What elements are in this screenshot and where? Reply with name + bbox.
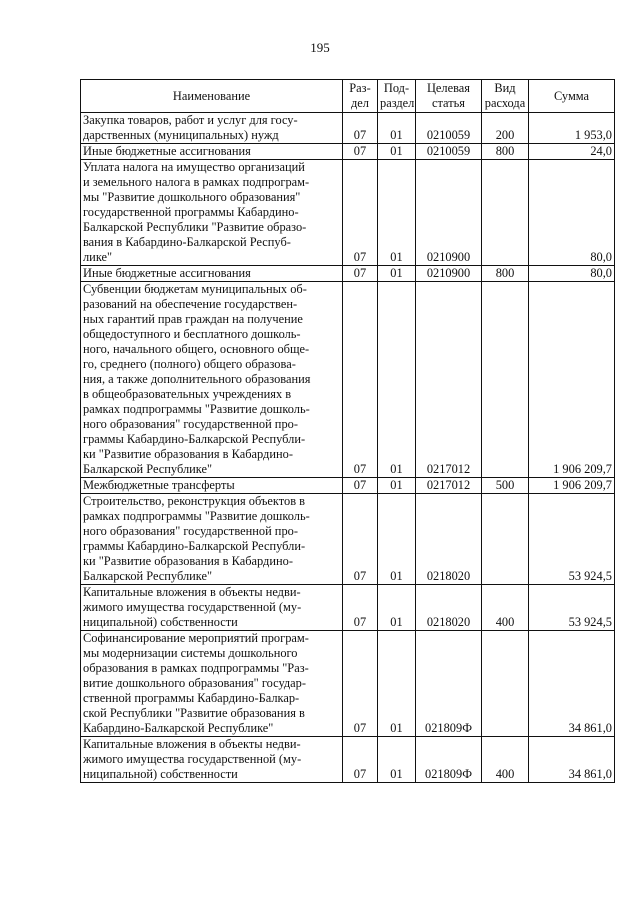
row-razdel: 07 <box>343 266 378 282</box>
row-vid <box>482 160 529 266</box>
row-summa: 53 924,5 <box>529 585 615 631</box>
table-row <box>81 282 615 478</box>
header-name: Наименование <box>81 80 343 113</box>
row-name-line: Субвенции бюджетам муниципальных об- <box>83 282 307 296</box>
row-name-line: Строительство, реконструкция объектов в <box>83 494 305 508</box>
row-razdel: 07 <box>343 631 378 737</box>
row-name <box>81 113 343 144</box>
table-row <box>81 737 615 783</box>
row-name-line: Софинансирование мероприятий програм- <box>83 631 309 645</box>
header-summa: Сумма <box>529 80 615 113</box>
row-name-line: ного образования" государственной про- <box>83 417 298 431</box>
header-celevaya-line2: статья <box>431 96 465 110</box>
row-celevaya: 0210900 <box>416 266 482 282</box>
table-row <box>81 113 615 144</box>
row-celevaya: 0210059 <box>416 113 482 144</box>
table-row <box>81 266 615 282</box>
row-name-line: Межбюджетные трансферты <box>83 478 235 492</box>
row-name-line: ниципальной) собственности <box>83 767 238 781</box>
table-row <box>81 478 615 494</box>
row-name <box>81 282 343 478</box>
header-podrazdel-line1: Под- <box>383 81 410 95</box>
row-name-line: Иные бюджетные ассигнования <box>83 144 251 158</box>
row-summa: 80,0 <box>529 160 615 266</box>
header-razdel-line1: Раз- <box>349 81 371 95</box>
row-razdel: 07 <box>343 160 378 266</box>
row-name-line: ниципальной) собственности <box>83 615 238 629</box>
row-vid <box>482 282 529 478</box>
row-podrazdel: 01 <box>378 737 416 783</box>
row-vid: 500 <box>482 478 529 494</box>
header-podrazdel <box>378 80 416 113</box>
row-name-line: рамках подпрограммы "Развитие дошколь- <box>83 509 310 523</box>
row-name-line: ки "Развитие образования в Кабардино- <box>83 447 293 461</box>
header-razdel <box>343 80 378 113</box>
header-celevaya-line1: Целевая <box>426 81 471 95</box>
row-name-line: граммы Кабардино-Балкарской Республи- <box>83 432 306 446</box>
row-podrazdel: 01 <box>378 585 416 631</box>
row-name <box>81 478 343 494</box>
row-name-line: ного, начального общего, основного обще- <box>83 342 310 356</box>
table-row <box>81 585 615 631</box>
row-name-line: и земельного налога в рамках подпрограм- <box>83 175 310 189</box>
table-row <box>81 160 615 266</box>
table-row <box>81 631 615 737</box>
row-name-line: Балкарской Республики "Развитие образо- <box>83 220 307 234</box>
row-podrazdel: 01 <box>378 144 416 160</box>
row-name-line: мы "Развитие дошкольного образования" <box>83 190 301 204</box>
row-summa: 1 906 209,7 <box>529 282 615 478</box>
table-body <box>81 113 615 783</box>
row-name-line: витие дошкольного образования" государ- <box>83 676 306 690</box>
row-name <box>81 631 343 737</box>
row-name-line: рамках подпрограммы "Развитие дошколь- <box>83 402 310 416</box>
row-name-line: ного образования" государственной про- <box>83 524 298 538</box>
row-name-line: разований на обеспечение государствен- <box>83 297 298 311</box>
row-name-line: лике" <box>83 250 113 264</box>
row-summa: 80,0 <box>529 266 615 282</box>
row-name <box>81 144 343 160</box>
row-name-line: Закупка товаров, работ и услуг для госу- <box>83 113 298 127</box>
row-name <box>81 160 343 266</box>
row-name-line: Балкарской Республике" <box>83 462 213 476</box>
row-name <box>81 266 343 282</box>
row-podrazdel: 01 <box>378 494 416 585</box>
row-vid: 400 <box>482 585 529 631</box>
row-summa: 34 861,0 <box>529 737 615 783</box>
row-name <box>81 494 343 585</box>
row-celevaya: 0218020 <box>416 585 482 631</box>
row-celevaya: 0210900 <box>416 160 482 266</box>
row-podrazdel: 01 <box>378 266 416 282</box>
row-vid: 400 <box>482 737 529 783</box>
row-summa: 1 906 209,7 <box>529 478 615 494</box>
row-name-line: Уплата налога на имущество организаций <box>83 160 305 174</box>
row-razdel: 07 <box>343 282 378 478</box>
row-vid <box>482 494 529 585</box>
row-name-line: жимого имущества государственной (му- <box>83 752 302 766</box>
row-name-line: государственной программы Кабардино- <box>83 205 299 219</box>
row-summa: 24,0 <box>529 144 615 160</box>
row-summa: 34 861,0 <box>529 631 615 737</box>
budget-table <box>80 79 615 783</box>
row-name-line: Иные бюджетные ассигнования <box>83 266 251 280</box>
page-number: 195 <box>310 40 330 55</box>
header-razdel-line2: дел <box>351 96 369 110</box>
row-razdel: 07 <box>343 144 378 160</box>
row-razdel: 07 <box>343 113 378 144</box>
row-name-line: ки "Развитие образования в Кабардино- <box>83 554 293 568</box>
row-podrazdel: 01 <box>378 631 416 737</box>
row-name-line: ных гарантий прав граждан на получение <box>83 312 303 326</box>
row-name-line: дарственных (муниципальных) нужд <box>83 128 279 142</box>
row-name-line: Капитальные вложения в объекты недви- <box>83 737 301 751</box>
row-razdel: 07 <box>343 585 378 631</box>
row-celevaya: 0210059 <box>416 144 482 160</box>
header-vid-line2: расхода <box>484 96 526 110</box>
row-name-line: мы модернизации системы дошкольного <box>83 646 298 660</box>
row-vid <box>482 631 529 737</box>
row-summa: 53 924,5 <box>529 494 615 585</box>
row-name-line: общедоступного и бесплатного дошколь- <box>83 327 301 341</box>
row-name-line: ской Республики "Развитие образования в <box>83 706 305 720</box>
row-name-line: ния, а также дополнительного образования <box>83 372 311 386</box>
row-name-line: граммы Кабардино-Балкарской Республи- <box>83 539 306 553</box>
row-name-line: образования в рамках подпрограммы "Раз- <box>83 661 309 675</box>
header-vid-line1: Вид <box>494 81 516 95</box>
header-row <box>81 80 615 113</box>
row-name-line: ственной программы Кабардино-Балкар- <box>83 691 300 705</box>
header-vid <box>482 80 529 113</box>
row-razdel: 07 <box>343 737 378 783</box>
row-name-line: в общеобразовательных учреждениях в <box>83 387 292 401</box>
row-podrazdel: 01 <box>378 113 416 144</box>
row-name-line: жимого имущества государственной (му- <box>83 600 302 614</box>
row-name-line: вания в Кабардино-Балкарской Респуб- <box>83 235 291 249</box>
row-podrazdel: 01 <box>378 478 416 494</box>
row-podrazdel: 01 <box>378 282 416 478</box>
row-celevaya: 021809Ф <box>416 737 482 783</box>
row-name-line: Кабардино-Балкарской Республике" <box>83 721 274 735</box>
header-podrazdel-line2: раздел <box>380 96 415 110</box>
row-vid: 200 <box>482 113 529 144</box>
table-row <box>81 494 615 585</box>
row-name-line: Балкарской Республике" <box>83 569 213 583</box>
row-name <box>81 737 343 783</box>
row-celevaya: 0217012 <box>416 478 482 494</box>
row-vid: 800 <box>482 144 529 160</box>
row-celevaya: 0217012 <box>416 282 482 478</box>
row-vid: 800 <box>482 266 529 282</box>
row-name-line: Капитальные вложения в объекты недви- <box>83 585 301 599</box>
row-name <box>81 585 343 631</box>
row-celevaya: 0218020 <box>416 494 482 585</box>
row-razdel: 07 <box>343 478 378 494</box>
row-name-line: го, среднего (полного) общего образова- <box>83 357 296 371</box>
row-summa: 1 953,0 <box>529 113 615 144</box>
row-podrazdel: 01 <box>378 160 416 266</box>
row-razdel: 07 <box>343 494 378 585</box>
row-celevaya: 021809Ф <box>416 631 482 737</box>
header-celevaya <box>416 80 482 113</box>
table-row <box>81 144 615 160</box>
